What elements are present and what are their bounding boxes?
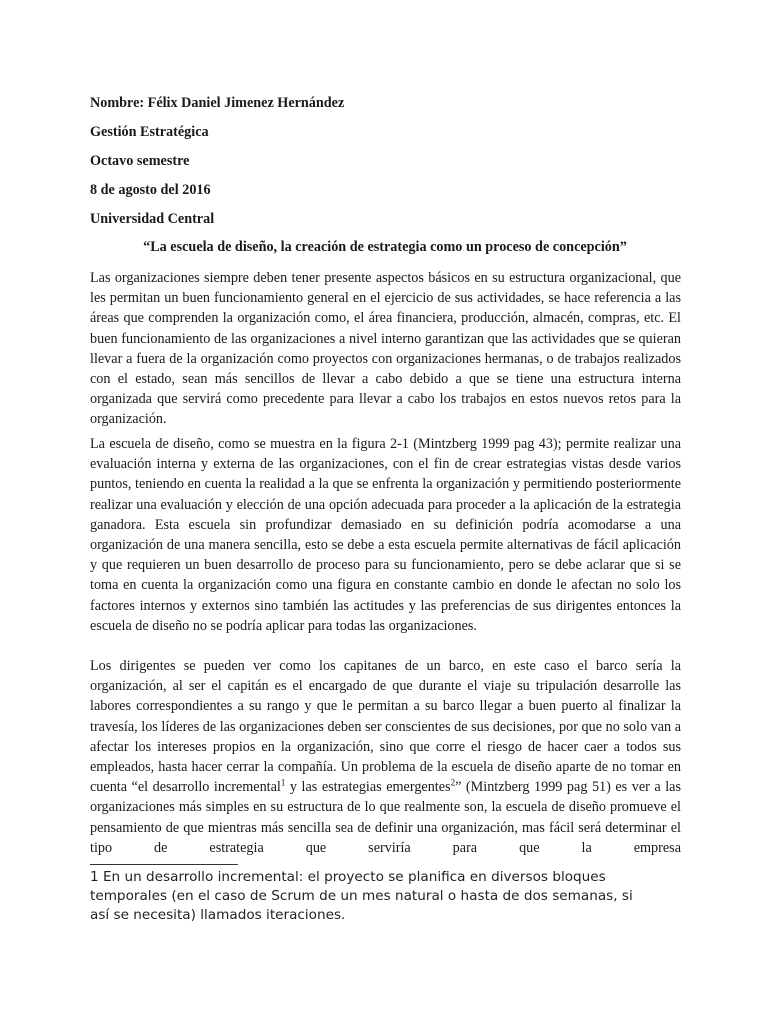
- footnote-ref-1: 1: [280, 777, 286, 788]
- paragraph-3: [90, 656, 681, 858]
- course-name: Gestión Estratégica: [90, 124, 209, 140]
- semester: Octavo semestre: [90, 153, 190, 169]
- footnote-separator: [90, 864, 238, 865]
- essay-title: “La escuela de diseño, la creación de estrategia como un proceso de concepción”: [143, 239, 627, 255]
- paragraph-3-text-b: y las estrategias emergentes: [285, 779, 451, 796]
- paragraph-3-text-c: ” (Mintzberg 1999 pag 51) es ver a las organizaciones más simples en su estructura de lo que realmente son, la escuela de diseño promueve el pensamiento de que mientras más sencilla sea de definir una organización, mas fácil será determinar el tipo de estrategia que serviría para que la empresa: [90, 779, 681, 856]
- paragraph-3-text-a: Los dirigentes se pueden ver como los capitanes de un barco, en este caso el barco sería la organización, al ser el capitán es el encargado de que durante el viaje su tripulación desarrolle las labores correspondientes a su rango y que le permitan a su barco llegar a buen puerto al finalizar la travesía, los líderes de las organizaciones deben ser conscientes de sus decisiones, por que no solo van a afectar los intereses propios en la organización, sino que corre el riesgo de hacer caer a todos sus empleados, hasta hacer cerrar la compañía. Un problema de la escuela de diseño aparte de no tomar en cuenta “el desarrollo incremental: [90, 658, 681, 796]
- author-name: Nombre: Félix Daniel Jimenez Hernández: [90, 95, 345, 111]
- paragraph-1: Las organizaciones siempre deben tener presente aspectos básicos en su estructura organizacional, que les permitan un buen funcionamiento general en el ejercicio de sus actividades, se hace referencia a las áreas que comprenden la organización como, el área financiera, producción, almacén, compras, etc. El buen funcionamiento de las organizaciones a nivel interno garantizan que las actividades que se quieran llevar a fuera de la organización como proyectos con organizaciones hermanas, o de trabajos realizados con el estado, sean más sencillos de llevar a cabo debido a que se tiene una estructura interna organizada que servirá como precedente para llevar a cabo los trabajos en estos nuevos retos para la organización.: [90, 270, 681, 428]
- date: 8 de agosto del 2016: [90, 182, 211, 198]
- footnote-1: 1 En un desarrollo incremental: el proyecto se planifica en diversos bloques temporales (en el caso de Scrum de un mes natural o hasta de dos semanas, si así se necesita) llamados iteraciones.: [90, 869, 633, 923]
- paragraph-2: La escuela de diseño, como se muestra en la figura 2-1 (Mintzberg 1999 pag 43); permite realizar una evaluación interna y externa de las organizaciones, con el fin de crear estrategias vistas desde varios puntos, teniendo en cuenta la realidad a la que se enfrenta la organización y permitiendo posteriormente realizar una evaluación y elección de una opción adecuada para proceder a la aplicación de la estrategia ganadora. Esta escuela sin profundizar demasiado en su definición podría acomodarse a una organización de una manera sencilla, esto se debe a esta escuela permite alternativas de fácil aplicación y que requieren un buen desarrollo de proceso para su funcionamiento, pero se debe aclarar que si se toma en cuenta la organización como una figura en constante cambio en donde le afectan no solo los factores internos y externos sino también las actitudes y las preferencias de sus dirigentes entonces la escuela de diseño no se podría aplicar para todas las organizaciones.: [90, 436, 681, 634]
- university: Universidad Central: [90, 211, 215, 227]
- footnote-ref-2: 2: [450, 777, 456, 788]
